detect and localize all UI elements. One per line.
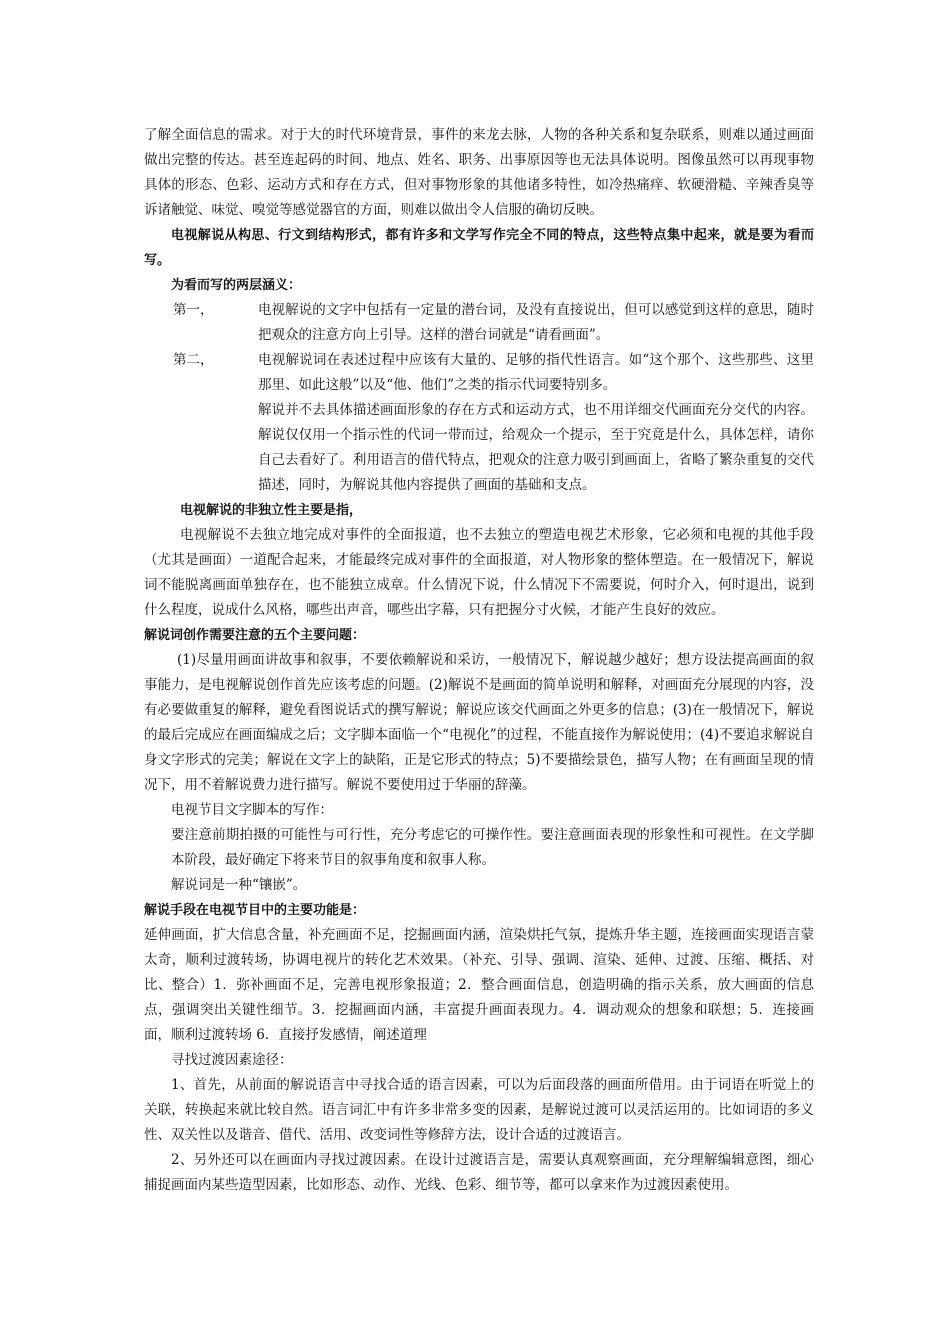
paragraph-transition-first: 1、首先，从前面的解说语言中寻找合适的语言因素，可以为后面段落的画面所借用。由于词语在听觉上的关联，转换起来就比较自然。语言词汇中有许多非常多变的因素，是解说过渡可以灵活运用的。比如词语的多义性、双关性以及谐音、借代、活用、改变词性等修辞方法，设计合适的过渡语言。 [144, 1077, 814, 1143]
paragraph-transition-second: 2、另外还可以在画面内寻找过渡因素。在设计过渡语言是，需要认真观察画面，充分理解编辑意图，细心捕捉画面内某些造型因素，比如形态、动作、光线、色彩、细节等，都可以拿来作为过渡因素使用。 [144, 1152, 814, 1193]
paragraph-transition-title: 寻找过渡因素途径： [171, 1052, 293, 1068]
heading-two-meanings: 为看而写的两层涵义： [171, 278, 302, 293]
paragraph-bold-thesis: 电视解说从构思、行文到结构形式，都有许多和文学写作完全不同的特点，这些特点集中起来，就是要为看而写。 [144, 228, 814, 268]
paragraph-embedding: 解说词是一种“镶嵌”。 [171, 877, 307, 893]
list-item-second [144, 348, 814, 398]
heading-main-functions: 解说手段在电视节目中的主要功能是： [144, 903, 366, 918]
paragraph-main-functions: 延伸画面，扩大信息含量，补充画面不足，挖掘画面内涵，渲染烘托气氛，提炼升华主题，连接画面实现语言蒙太奇，顺利过渡转场，协调电视片的转化艺术效果。（补充、引导、强调、渲染、延伸、过渡、压缩、概括、对比、整合）1．弥补画面不足，完善电视形象报道；2．整合画面信息，创造明确的指示关系，放大画面的信息点，强调突出关键性细节。3．挖掘画面内涵，丰富提升画面表现力。4．调动观众的想象和联想；5．连接画面，顺利过渡转场 6．直接抒发感情，阐述道理 [144, 927, 814, 1043]
heading-five-issues: 解说词创作需要注意的五个主要问题： [144, 628, 366, 643]
list-item-label: 第一， [173, 302, 214, 318]
paragraph-non-independence: 电视解说不去独立地完成对事件的全面报道，也不去独立的塑造电视艺术形象，它必须和电视的其他手段（尤其是画面）一道配合起来，才能最终完成对事件的全面报道，对人物形象的整体塑造。在一般情况下，解说词不能脱离画面单独存在，也不能独立成章。什么情况下说，什么情况下不需要说，何时介入，何时退出，说到什么程度，说成什么风格，哪些出声音，哪些出字幕，只有把握分寸火候，才能产生良好的效应。 [144, 527, 814, 618]
list-item-continuation: 解说并不去具体描述画面形象的存在方式和运动方式，也不用详细交代画面充分交代的内容。解说仅仅用一个指示性的代词一带而过，给观众一个提示，至于究竟是什么，具体怎样，请你自己去看好了。利用语言的借代特点，把观众的注意力吸引到画面上，省略了繁杂重复的交代描述，同时，为解说其他内容提供了画面的基础和支点。 [258, 402, 814, 493]
list-item-text: 电视解说的文字中包括有一定量的潜台词，及没有直接说出，但可以感觉到这样的意思，随时把观众的注意方向上引导。这样的潜台词就是“请看画面”。 [258, 302, 814, 343]
list-item-label: 第二， [173, 352, 214, 368]
document-page [144, 123, 814, 1198]
list-item-first [144, 298, 814, 348]
list-item-text: 电视解说词在表述过程中应该有大量的、足够的指代性语言。如“这个那个、这些那些、这里那里、如此这般”以及“他、他们”之类的指示代词要特别多。 [258, 352, 814, 393]
heading-non-independence: 电视解说的非独立性主要是指， [180, 503, 363, 518]
paragraph-five-issues: (1)尽量用画面讲故事和叙事，不要依赖解说和采访，一般情况下，解说越少越好；想方设法提高画面的叙事能力，是电视解说创作首先应该考虑的问题。(2)解说不是画面的简单说明和解释，对画面充分展现的内容，没有必要做重复的解释，避免看图说话式的撰写解说；解说应该交代画面之外更多的信息；(3)在一般情况下，解说的最后完成应在画面编成之后；文字脚本面临一个“电视化”的过程，不能直接作为解说使用；(4)不要追求解说自身文字形式的完美；解说在文字上的缺陷，正是它形式的特点；5)不要描绘景色，描写人物；在有画面呈现的情况下，用不着解说费力进行描写。解说不要使用过于华丽的辞藻。 [144, 652, 814, 793]
paragraph-script-writing-title: 电视节目文字脚本的写作： [171, 802, 333, 818]
paragraph-intro: 了解全面信息的需求。对于大的时代环境背景，事件的来龙去脉，人物的各种关系和复杂联系，则难以通过画面做出完整的传达。甚至连起码的时间、地点、姓名、职务、出事原因等也无法具体说明。图像虽然可以再现事物具体的形态、色彩、运动方式和存在方式，但对事物形象的其他诸多特性，如冷热痛痒、软硬滑糙、辛辣香臭等诉诸触觉、味觉、嗅觉等感觉器官的方面，则难以做出令人信服的确切反映。 [144, 127, 814, 218]
paragraph-script-writing: 要注意前期拍摄的可能性与可行性，充分考虑它的可操作性。要注意画面表现的形象性和可视性。在文学脚本阶段，最好确定下将来节目的叙事角度和叙事人称。 [171, 827, 814, 868]
